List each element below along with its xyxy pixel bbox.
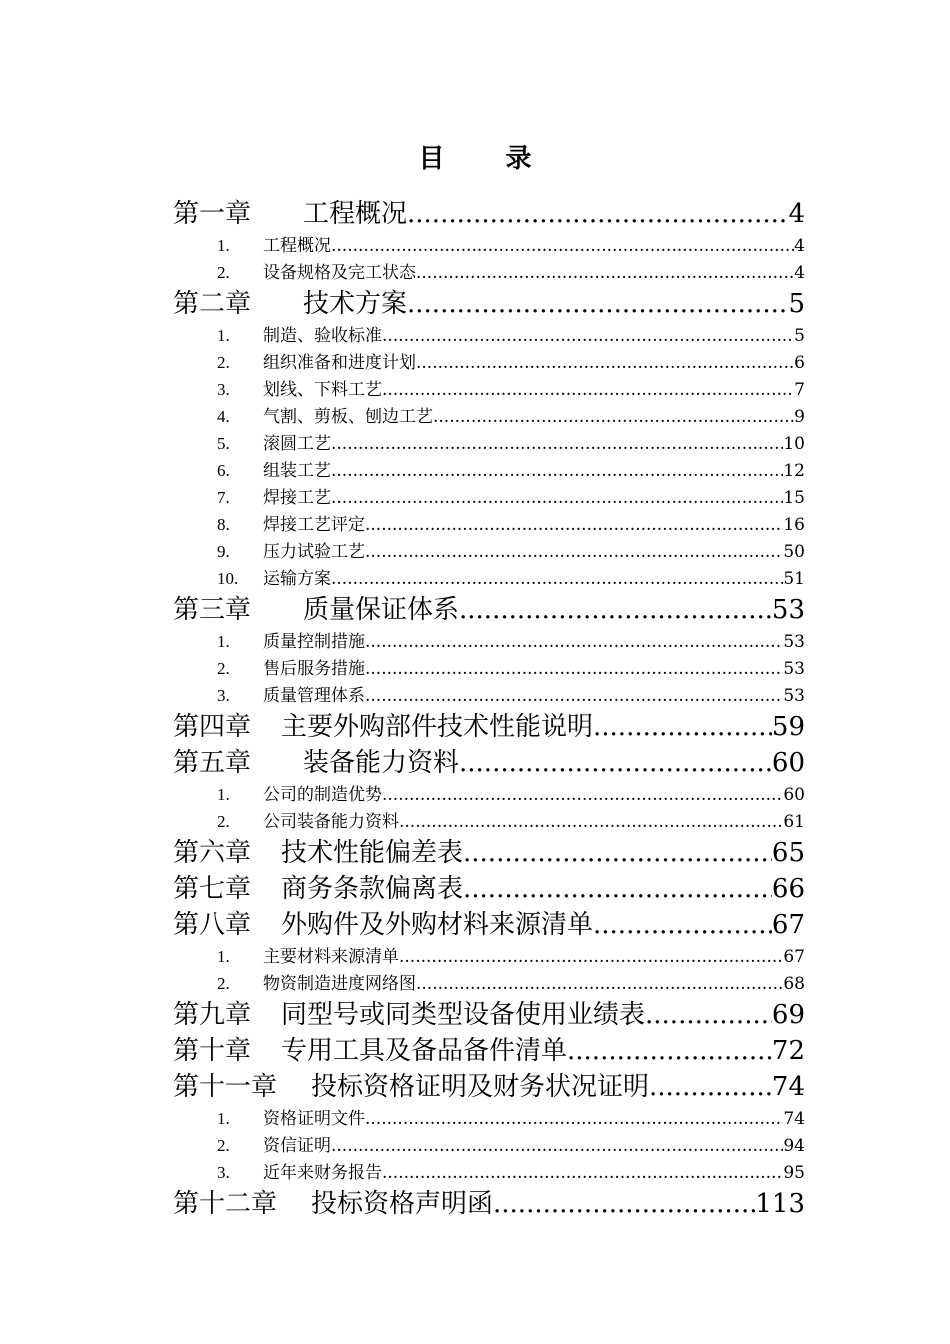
section-number: 1. — [217, 785, 230, 804]
section-title: 制造、验收标准 — [263, 326, 382, 346]
page-number: 4 — [794, 263, 805, 283]
dot-leader — [331, 485, 783, 511]
section-number: 2. — [217, 263, 230, 282]
dot-leader — [399, 944, 783, 970]
toc-section-entry[interactable] — [173, 403, 805, 430]
chapter-number: 第十二章 — [173, 1189, 278, 1219]
dot-leader — [416, 971, 783, 997]
section-title: 组织准备和进度计划 — [263, 353, 416, 373]
dot-leader — [331, 1133, 783, 1159]
dot-leader — [331, 458, 783, 484]
page-number: 66 — [771, 874, 805, 904]
dot-leader — [365, 629, 783, 655]
section-title: 压力试验工艺 — [263, 542, 365, 562]
chapter-title: 专用工具及备品备件清单 — [281, 1036, 568, 1066]
dot-leader — [331, 233, 794, 259]
toc-chapter-entry[interactable] — [173, 871, 805, 907]
toc-section-entry[interactable] — [173, 232, 805, 259]
section-title: 物资制造进度网络图 — [263, 974, 416, 994]
dot-leader — [649, 1069, 772, 1105]
chapter-title: 技术方案 — [303, 289, 408, 319]
page-number: 95 — [783, 1163, 805, 1183]
page-number: 68 — [783, 974, 805, 994]
section-title: 滚圆工艺 — [263, 434, 331, 454]
page-number: 53 — [783, 659, 805, 679]
chapter-number: 第七章 — [173, 874, 252, 904]
toc-section-entry[interactable] — [173, 565, 805, 592]
dot-leader — [382, 377, 794, 403]
section-title: 工程概况 — [263, 236, 331, 256]
toc-section-entry[interactable] — [173, 349, 805, 376]
dot-leader — [365, 683, 783, 709]
page-number: 53 — [783, 686, 805, 706]
dot-leader — [433, 404, 794, 430]
toc-title: 目 录 — [418, 144, 558, 174]
chapter-number: 第一章 — [173, 199, 252, 229]
chapter-title: 外购件及外购材料来源清单 — [281, 910, 594, 940]
chapter-number: 第九章 — [173, 1000, 252, 1030]
page-number: 53 — [771, 595, 805, 625]
chapter-number: 第三章 — [173, 595, 252, 625]
chapter-title: 投标资格声明函 — [311, 1189, 494, 1219]
section-title: 近年来财务报告 — [263, 1163, 382, 1183]
page-number: 74 — [783, 1109, 805, 1129]
dot-leader — [365, 1106, 783, 1132]
page-number: 4 — [788, 199, 805, 229]
toc-chapter-entry[interactable] — [173, 745, 805, 781]
page-number: 12 — [783, 461, 805, 481]
section-number: 2. — [217, 974, 230, 993]
page-number: 7 — [794, 380, 805, 400]
chapter-title: 技术性能偏差表 — [281, 838, 464, 868]
section-title: 公司的制造优势 — [263, 785, 382, 805]
toc-chapter-entry[interactable] — [173, 1069, 805, 1105]
page-number: 94 — [783, 1136, 805, 1156]
chapter-title: 工程概况 — [303, 199, 408, 229]
chapter-title: 主要外购部件技术性能说明 — [281, 712, 594, 742]
section-title: 资信证明 — [263, 1136, 331, 1156]
page-number: 113 — [755, 1189, 805, 1219]
section-number: 3. — [217, 380, 230, 399]
page-number: 60 — [783, 785, 805, 805]
chapter-number: 第十一章 — [173, 1072, 278, 1102]
section-title: 划线、下料工艺 — [263, 380, 382, 400]
dot-leader — [331, 431, 783, 457]
toc-section-entry[interactable] — [173, 1105, 805, 1132]
page-number: 4 — [794, 236, 805, 256]
section-number: 8. — [217, 515, 230, 534]
chapter-number: 第八章 — [173, 910, 252, 940]
toc-section-entry[interactable] — [173, 943, 805, 970]
dot-leader — [459, 745, 772, 781]
toc-section-entry[interactable] — [173, 457, 805, 484]
toc-section-entry[interactable] — [173, 1132, 805, 1159]
section-title: 质量管理体系 — [263, 686, 365, 706]
dot-leader — [416, 350, 794, 376]
chapter-title: 装备能力资料 — [303, 748, 460, 778]
page-number: 67 — [771, 910, 805, 940]
toc-section-entry[interactable] — [173, 1159, 805, 1186]
page-number: 61 — [783, 812, 805, 832]
dot-leader — [399, 809, 783, 835]
toc-section-entry[interactable] — [173, 682, 805, 709]
page-number: 72 — [771, 1036, 805, 1066]
section-title: 设备规格及完工状态 — [263, 263, 416, 283]
page-number: 10 — [783, 434, 805, 454]
dot-leader — [493, 1186, 755, 1222]
dot-leader — [567, 1033, 772, 1069]
section-number: 1. — [217, 632, 230, 651]
toc-section-entry[interactable] — [173, 970, 805, 997]
chapter-title: 商务条款偏离表 — [281, 874, 464, 904]
dot-leader — [407, 196, 788, 232]
page-number: 5 — [788, 289, 805, 319]
chapter-title: 同型号或同类型设备使用业绩表 — [281, 1000, 646, 1030]
section-title: 资格证明文件 — [263, 1109, 365, 1129]
section-title: 焊接工艺 — [263, 488, 331, 508]
page-number: 5 — [794, 326, 805, 346]
section-number: 2. — [217, 1136, 230, 1155]
toc-section-entry[interactable] — [173, 376, 805, 403]
toc-chapter-entry[interactable] — [173, 1186, 805, 1222]
chapter-number: 第六章 — [173, 838, 252, 868]
chapter-number: 第五章 — [173, 748, 252, 778]
section-number: 2. — [217, 659, 230, 678]
chapter-number: 第十章 — [173, 1036, 252, 1066]
page-number: 15 — [783, 488, 805, 508]
dot-leader — [382, 323, 794, 349]
section-title: 质量控制措施 — [263, 632, 365, 652]
dot-leader — [382, 782, 783, 808]
page-number: 53 — [783, 632, 805, 652]
section-title: 主要材料来源清单 — [263, 947, 399, 967]
section-number: 5. — [217, 434, 230, 453]
toc-section-entry[interactable] — [173, 655, 805, 682]
dot-leader — [593, 709, 772, 745]
page-number: 60 — [771, 748, 805, 778]
toc-chapter-entry[interactable] — [173, 196, 805, 232]
section-number: 1. — [217, 236, 230, 255]
dot-leader — [365, 656, 783, 682]
section-title: 气割、剪板、刨边工艺 — [263, 407, 433, 427]
section-title: 组装工艺 — [263, 461, 331, 481]
toc-section-entry[interactable] — [173, 430, 805, 457]
toc-section-entry[interactable] — [173, 628, 805, 655]
dot-leader — [463, 835, 772, 871]
page-number: 16 — [783, 515, 805, 535]
section-number: 6. — [217, 461, 230, 480]
section-number: 3. — [217, 686, 230, 705]
dot-leader — [416, 260, 794, 286]
section-number: 9. — [217, 542, 230, 561]
section-number: 1. — [217, 1109, 230, 1128]
toc-chapter-entry[interactable] — [173, 709, 805, 745]
dot-leader — [463, 871, 772, 907]
toc-chapter-entry[interactable] — [173, 997, 805, 1033]
section-title: 售后服务措施 — [263, 659, 365, 679]
page-number: 69 — [771, 1000, 805, 1030]
page-number: 6 — [794, 353, 805, 373]
section-number: 2. — [217, 353, 230, 372]
section-number: 3. — [217, 1163, 230, 1182]
dot-leader — [365, 512, 783, 538]
toc-chapter-entry[interactable] — [173, 907, 805, 943]
toc-section-entry[interactable] — [173, 484, 805, 511]
dot-leader — [331, 566, 783, 592]
page-number: 51 — [783, 569, 805, 589]
page-number: 67 — [783, 947, 805, 967]
section-number: 10. — [217, 569, 239, 588]
dot-leader — [365, 539, 783, 565]
toc-chapter-entry[interactable] — [173, 835, 805, 871]
toc-chapter-entry[interactable] — [173, 286, 805, 322]
section-number: 7. — [217, 488, 230, 507]
dot-leader — [593, 907, 772, 943]
chapter-number: 第二章 — [173, 289, 252, 319]
toc-section-entry[interactable] — [173, 781, 805, 808]
toc-section-entry[interactable] — [173, 322, 805, 349]
section-number: 2. — [217, 812, 230, 831]
toc-chapter-entry[interactable] — [173, 1033, 805, 1069]
toc-section-entry[interactable] — [173, 538, 805, 565]
page-number: 74 — [771, 1072, 805, 1102]
section-number: 1. — [217, 947, 230, 966]
dot-leader — [459, 592, 772, 628]
dot-leader — [382, 1160, 783, 1186]
toc-section-entry[interactable] — [173, 511, 805, 538]
table-of-contents — [173, 196, 805, 1222]
page-number: 50 — [783, 542, 805, 562]
page-number: 65 — [771, 838, 805, 868]
section-number: 1. — [217, 326, 230, 345]
chapter-title: 投标资格证明及财务状况证明 — [311, 1072, 650, 1102]
section-title: 公司装备能力资料 — [263, 812, 399, 832]
dot-leader — [407, 286, 788, 322]
dot-leader — [645, 997, 772, 1033]
toc-section-entry[interactable] — [173, 808, 805, 835]
toc-section-entry[interactable] — [173, 259, 805, 286]
page-number: 9 — [794, 407, 805, 427]
toc-chapter-entry[interactable] — [173, 592, 805, 628]
chapter-title: 质量保证体系 — [303, 595, 460, 625]
page-number: 59 — [771, 712, 805, 742]
section-title: 焊接工艺评定 — [263, 515, 365, 535]
section-number: 4. — [217, 407, 230, 426]
chapter-number: 第四章 — [173, 712, 252, 742]
section-title: 运输方案 — [263, 569, 331, 589]
